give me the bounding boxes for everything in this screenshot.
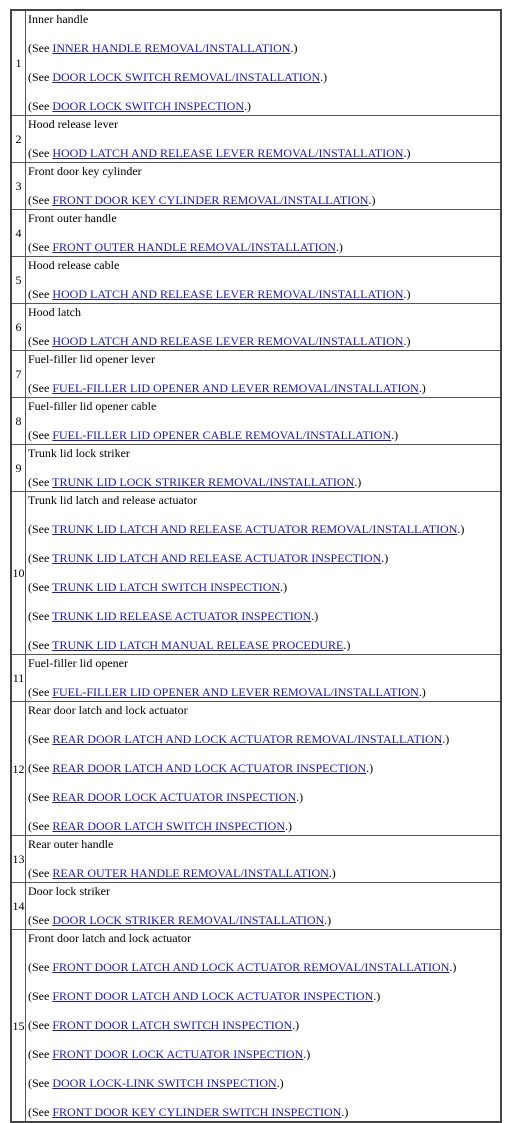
item-description-cell <box>26 492 502 655</box>
table-row <box>11 883 501 930</box>
item-number: 10 <box>11 492 26 655</box>
reference-prefix: (See <box>28 522 53 536</box>
reference-line <box>28 193 500 207</box>
procedure-link[interactable]: FUEL-FILLER LID OPENER AND LEVER REMOVAL/INSTALLATION <box>52 381 419 395</box>
item-number: 1 <box>11 10 26 116</box>
item-description-cell <box>26 351 502 398</box>
reference-prefix: (See <box>28 475 53 489</box>
reference-prefix: (See <box>28 99 53 113</box>
reference-line <box>28 334 500 348</box>
reference-suffix: .) <box>311 609 319 623</box>
procedure-link[interactable]: REAR DOOR LATCH SWITCH INSPECTION <box>52 819 285 833</box>
procedure-link[interactable]: FRONT OUTER HANDLE REMOVAL/INSTALLATION <box>52 240 336 254</box>
part-name: Front door latch and lock actuator <box>28 931 191 945</box>
part-name: Front door key cylinder <box>28 164 142 178</box>
part-name: Trunk lid latch and release actuator <box>28 493 198 507</box>
reference-suffix: .) <box>449 960 457 974</box>
reference-suffix: .) <box>303 1047 311 1061</box>
procedure-link[interactable]: FUEL-FILLER LID OPENER AND LEVER REMOVAL/INSTALLATION <box>52 685 419 699</box>
procedure-link[interactable]: DOOR LOCK STRIKER REMOVAL/INSTALLATION <box>52 913 325 927</box>
part-name: Inner handle <box>28 12 89 26</box>
item-description-cell <box>26 210 502 257</box>
reference-suffix: .) <box>324 913 332 927</box>
reference-suffix: .) <box>276 1076 284 1090</box>
table-row <box>11 445 501 492</box>
item-description-cell <box>26 257 502 304</box>
reference-suffix: .) <box>368 193 376 207</box>
item-number: 11 <box>11 655 26 702</box>
reference-line <box>28 551 500 565</box>
item-number: 7 <box>11 351 26 398</box>
procedure-link[interactable]: FRONT DOOR LATCH SWITCH INSPECTION <box>52 1018 293 1032</box>
reference-suffix: .) <box>418 381 426 395</box>
item-number: 14 <box>11 883 26 930</box>
item-description-cell <box>26 304 502 351</box>
procedure-link[interactable]: TRUNK LID LATCH SWITCH INSPECTION <box>52 580 281 594</box>
reference-suffix: .) <box>244 99 251 113</box>
procedure-link[interactable]: FRONT DOOR KEY CYLINDER SWITCH INSPECTION <box>52 1105 342 1119</box>
reference-line <box>28 761 500 775</box>
reference-line <box>28 685 500 699</box>
reference-line <box>28 913 500 927</box>
reference-prefix: (See <box>28 70 53 84</box>
reference-prefix: (See <box>28 334 53 348</box>
reference-suffix: .) <box>296 790 304 804</box>
reference-suffix: .) <box>381 551 389 565</box>
reference-line <box>28 580 500 594</box>
item-description-cell <box>26 116 502 163</box>
reference-line <box>28 819 500 833</box>
item-number: 12 <box>11 702 26 836</box>
reference-suffix: .) <box>403 146 411 160</box>
procedure-link[interactable]: TRUNK LID LATCH MANUAL RELEASE PROCEDURE <box>52 638 344 652</box>
table-row <box>11 304 501 351</box>
reference-suffix: .) <box>292 1018 300 1032</box>
table-row <box>11 836 501 883</box>
reference-suffix: .) <box>343 638 351 652</box>
reference-prefix: (See <box>28 609 53 623</box>
reference-suffix: .) <box>442 732 450 746</box>
item-description-cell <box>26 655 502 702</box>
part-name: Rear door latch and lock actuator <box>28 703 188 717</box>
table-row <box>11 116 501 163</box>
table-row <box>11 702 501 836</box>
item-number: 9 <box>11 445 26 492</box>
reference-line <box>28 287 500 301</box>
reference-prefix: (See <box>28 1047 53 1061</box>
table-row <box>11 398 501 445</box>
reference-line <box>28 1047 500 1061</box>
procedure-link[interactable]: FRONT DOOR KEY CYLINDER REMOVAL/INSTALLATION <box>52 193 369 207</box>
reference-prefix: (See <box>28 193 53 207</box>
reference-prefix: (See <box>28 428 53 442</box>
reference-suffix: .) <box>328 866 336 880</box>
procedure-link[interactable]: TRUNK LID LATCH AND RELEASE ACTUATOR INSPECTION <box>52 551 382 565</box>
item-number: 15 <box>11 930 26 1123</box>
procedure-link[interactable]: FRONT DOOR LATCH AND LOCK ACTUATOR REMOVAL/INSTALLATION <box>52 960 450 974</box>
reference-suffix: .) <box>320 70 328 84</box>
reference-line <box>28 428 500 442</box>
reference-line <box>28 1105 500 1119</box>
procedure-link[interactable]: DOOR LOCK SWITCH INSPECTION <box>52 99 244 113</box>
reference-suffix: .) <box>366 761 374 775</box>
parts-reference-table <box>10 9 502 1123</box>
reference-prefix: (See <box>28 761 53 775</box>
procedure-link[interactable]: FUEL-FILLER LID OPENER CABLE REMOVAL/INSTALLATION <box>52 428 392 442</box>
reference-line <box>28 99 500 113</box>
procedure-link[interactable]: TRUNK LID RELEASE ACTUATOR INSPECTION <box>52 609 312 623</box>
reference-prefix: (See <box>28 1076 53 1090</box>
reference-prefix: (See <box>28 989 53 1003</box>
reference-prefix: (See <box>28 580 53 594</box>
reference-line <box>28 732 500 746</box>
reference-prefix: (See <box>28 381 53 395</box>
table-row <box>11 210 501 257</box>
reference-suffix: .) <box>341 1105 349 1119</box>
part-name: Door lock striker <box>28 884 110 898</box>
reference-suffix: .) <box>354 475 362 489</box>
item-number: 4 <box>11 210 26 257</box>
part-name: Fuel-filler lid opener lever <box>28 352 155 366</box>
item-description-cell <box>26 163 502 210</box>
procedure-link[interactable]: REAR DOOR LOCK ACTUATOR INSPECTION <box>52 790 297 804</box>
part-name: Fuel-filler lid opener <box>28 656 128 670</box>
reference-prefix: (See <box>28 551 53 565</box>
item-description-cell <box>26 445 502 492</box>
reference-prefix: (See <box>28 913 53 927</box>
reference-prefix: (See <box>28 732 53 746</box>
procedure-link[interactable]: FRONT DOOR LATCH AND LOCK ACTUATOR INSPECTION <box>52 989 374 1003</box>
part-name: Hood latch <box>28 305 81 319</box>
table-row <box>11 10 501 116</box>
procedure-link[interactable]: REAR DOOR LATCH AND LOCK ACTUATOR INSPECTION <box>52 761 367 775</box>
reference-line <box>28 866 500 880</box>
procedure-link[interactable]: INNER HANDLE REMOVAL/INSTALLATION <box>52 41 291 55</box>
reference-line <box>28 240 500 254</box>
procedure-link[interactable]: REAR OUTER HANDLE REMOVAL/INSTALLATION <box>52 866 329 880</box>
reference-line <box>28 522 500 536</box>
item-number: 5 <box>11 257 26 304</box>
reference-prefix: (See <box>28 790 53 804</box>
part-name: Hood release lever <box>28 117 118 131</box>
reference-line <box>28 1076 500 1090</box>
reference-prefix: (See <box>28 146 53 160</box>
item-description-cell <box>26 10 502 116</box>
procedure-link[interactable]: HOOD LATCH AND RELEASE LEVER REMOVAL/INSTALLATION <box>52 146 404 160</box>
reference-prefix: (See <box>28 638 53 652</box>
reference-suffix: .) <box>280 580 288 594</box>
procedure-link[interactable]: DOOR LOCK SWITCH REMOVAL/INSTALLATION <box>52 70 321 84</box>
reference-prefix: (See <box>28 866 53 880</box>
reference-prefix: (See <box>28 240 53 254</box>
part-name: Front outer handle <box>28 211 117 225</box>
procedure-link[interactable]: TRUNK LID LATCH AND RELEASE ACTUATOR REMOVAL/INSTALLATION <box>52 522 458 536</box>
item-number: 2 <box>11 116 26 163</box>
reference-line <box>28 381 500 395</box>
reference-line <box>28 146 500 160</box>
reference-prefix: (See <box>28 1018 53 1032</box>
table-row <box>11 655 501 702</box>
reference-suffix: .) <box>373 989 381 1003</box>
reference-prefix: (See <box>28 287 53 301</box>
reference-suffix: .) <box>403 287 411 301</box>
item-description-cell <box>26 836 502 883</box>
procedure-link[interactable]: TRUNK LID LOCK STRIKER REMOVAL/INSTALLATION <box>52 475 355 489</box>
item-description-cell <box>26 398 502 445</box>
item-description-cell <box>26 702 502 836</box>
reference-prefix: (See <box>28 1105 53 1119</box>
reference-suffix: .) <box>285 819 292 833</box>
reference-suffix: .) <box>335 240 343 254</box>
reference-suffix: .) <box>457 522 465 536</box>
item-number: 6 <box>11 304 26 351</box>
procedure-link[interactable]: HOOD LATCH AND RELEASE LEVER REMOVAL/INSTALLATION <box>52 334 404 348</box>
part-name: Rear outer handle <box>28 837 114 851</box>
table-row <box>11 492 501 655</box>
reference-line <box>28 609 500 623</box>
reference-line <box>28 1018 500 1032</box>
reference-suffix: .) <box>418 685 426 699</box>
procedure-link[interactable]: REAR DOOR LATCH AND LOCK ACTUATOR REMOVAL/INSTALLATION <box>52 732 443 746</box>
reference-prefix: (See <box>28 41 53 55</box>
item-number: 8 <box>11 398 26 445</box>
reference-line <box>28 41 500 55</box>
reference-suffix: .) <box>391 428 399 442</box>
part-name: Trunk lid lock striker <box>28 446 130 460</box>
part-name: Hood release cable <box>28 258 120 272</box>
table-row <box>11 930 501 1123</box>
part-name: Fuel-filler lid opener cable <box>28 399 157 413</box>
reference-line <box>28 70 500 84</box>
table-row <box>11 351 501 398</box>
procedure-link[interactable]: HOOD LATCH AND RELEASE LEVER REMOVAL/INSTALLATION <box>52 287 404 301</box>
reference-suffix: .) <box>403 334 411 348</box>
procedure-link[interactable]: DOOR LOCK-LINK SWITCH INSPECTION <box>52 1076 277 1090</box>
reference-line <box>28 989 500 1003</box>
reference-line <box>28 638 500 652</box>
table-row <box>11 257 501 304</box>
reference-prefix: (See <box>28 819 53 833</box>
reference-prefix: (See <box>28 685 53 699</box>
item-description-cell <box>26 930 502 1123</box>
table-row <box>11 163 501 210</box>
reference-line <box>28 475 500 489</box>
procedure-link[interactable]: FRONT DOOR LOCK ACTUATOR INSPECTION <box>52 1047 304 1061</box>
item-number: 13 <box>11 836 26 883</box>
reference-prefix: (See <box>28 960 53 974</box>
reference-line <box>28 960 500 974</box>
item-number: 3 <box>11 163 26 210</box>
reference-line <box>28 790 500 804</box>
reference-suffix: .) <box>290 41 298 55</box>
item-description-cell <box>26 883 502 930</box>
